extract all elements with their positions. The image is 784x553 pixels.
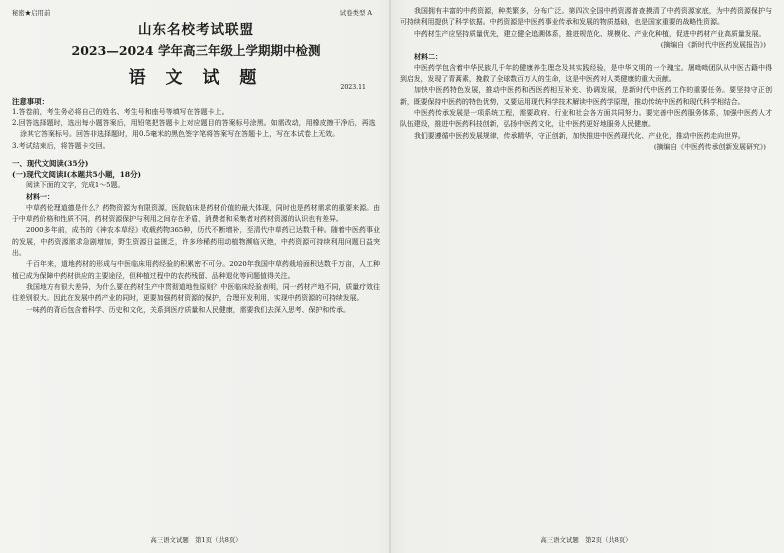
left-page: [12, 6, 380, 546]
body-paragraph: 我们要遵循中医药发展规律，传承精华，守正创新，加快推进中医药现代化、产业化，推动中医药走向世界。: [414, 131, 745, 140]
page-fold: [389, 0, 391, 553]
note-item: 3.考试结束后，将答题卡交回。: [12, 141, 110, 150]
right-page: [400, 6, 772, 546]
instruction: 阅读下面的文字，完成1～5题。: [26, 180, 125, 189]
source-citation: (摘编自《新时代中医药发展报告》): [660, 41, 766, 50]
body-paragraph: 加快中医药特色发展，推动中医药和西医药相互补充、协调发展，是新时代中医药工作的重要任务。要坚持守正创新，既要保持中医药的特色优势，又要运用现代科学技术解读中医药学原理，推动传统中医药和现代科学相结合。: [400, 86, 772, 106]
term-title: 2023—2024 学年高三年级上学期期中检测: [71, 43, 321, 58]
body-paragraph: 一味药的背后包含着科学、历史和文化，关系到医疗质量和人民健康，需要我们去深入思考、保护和传承。: [26, 305, 350, 314]
body-paragraph: 我国拥有丰富的中药资源，种类繁多，分布广泛。第四次全国中药资源普查摸清了中药资源家底，为中药资源保护与可持续利用提供了科学依据。中药资源是中医药事业传承和发展的物质基础，也是国家重要的战略性资源。: [400, 7, 772, 27]
material-label: 材料一：: [26, 192, 54, 202]
source-citation: (摘编自《中医药传承创新发展研究》): [653, 143, 766, 152]
body-paragraph: 中草药伦理道德是什么？药物资源为有限资源，医院临床是药材价值的最大体现，同时也是药材需求的重要来源。由于中草药价格和性质不同，药材资源保护与利用之间存在矛盾，消费者和采集者对药材资源的认识也有差异。: [12, 203, 380, 223]
secret-label: 秘密★启用前: [12, 9, 51, 17]
page-footer-right: 高三语文试题 第2页（共8页）: [540, 536, 632, 544]
subsection-title: (一)现代文阅读Ⅰ(本题共5小题，18分): [12, 169, 141, 179]
body-paragraph: 我国地方有很大差异，为什么要在药材生产中贯彻道地性原则？中医临床经验表明，同一药材产地不同，质量疗效往往差别很大。因此在发展中药产业的同时，更要加强药材资源的保护，合理开发利用，实现中药资源的可持续发展。: [12, 282, 380, 303]
section-title: 一、现代文阅读(35分): [12, 158, 89, 168]
body-paragraph: 中医药传承发展是一项系统工程，需要政府、行业和社会各方面共同努力。要完善中医药服务体系，加强中医药人才队伍建设，推进中医药科技创新，弘扬中医药文化，让中医药更好地服务人民健康。: [400, 109, 772, 129]
note-item: 2.回答选择题时，选出每小题答案后，用铅笔把答题卡上对应题目的答案标号涂黑。如需改动，用橡皮擦干净后，再选涂其它答案标号。回答非选择题时，用0.5毫米的黑色签字笔将答案写在答题卡上，写在本试卷上无效。: [12, 119, 376, 139]
header-row: [12, 6, 380, 18]
subject-title: 语 文 试 题: [128, 68, 264, 88]
body-paragraph: 中医药学包含着中华民族几千年的健康养生理念及其实践经验，是中华文明的一个瑰宝。屠呦呦团队从中医古籍中得到启发，发现了青蒿素，挽救了全球数百万人的生命，这是中医药对人类健康的重大贡献。: [400, 63, 772, 84]
body-paragraph: 中药材生产应坚持质量优先，建立健全追溯体系，推进规范化、规模化、产业化种植，促进中药材产业高质量发展。: [414, 29, 766, 38]
exam-date: 2023.11: [340, 84, 366, 91]
paper-type: 试卷类型 A: [339, 9, 372, 17]
body-paragraph: 千百年来，道地药材的形成与中医临床用药经验的积累密不可分。2020年我国中草药栽培面积达数千万亩，人工种植已成为保障中药材供应的主要途径，但种植过程中的农药残留、品种退化等问题值得关注。: [12, 260, 380, 280]
note-item: 1.答卷前，考生务必将自己的姓名、考生号和座号等填写在答题卡上。: [12, 108, 229, 116]
page-footer-left: 高三语文试题 第1页（共8页）: [150, 536, 242, 544]
body-paragraph: 2000多年前，成书的《神农本草经》收载药物365种，历代不断增补，至清代中草药已达数千种。随着中医药事业的发展，中药资源需求急剧增加，野生资源日益匮乏，许多珍稀药用动植物濒临灭绝，中药资源可持续利用问题日益突出。: [12, 226, 380, 257]
alliance-title: 山东名校考试联盟: [138, 22, 254, 38]
notes-label: 注意事项：: [12, 97, 49, 106]
material-label: 材料二：: [414, 52, 442, 62]
